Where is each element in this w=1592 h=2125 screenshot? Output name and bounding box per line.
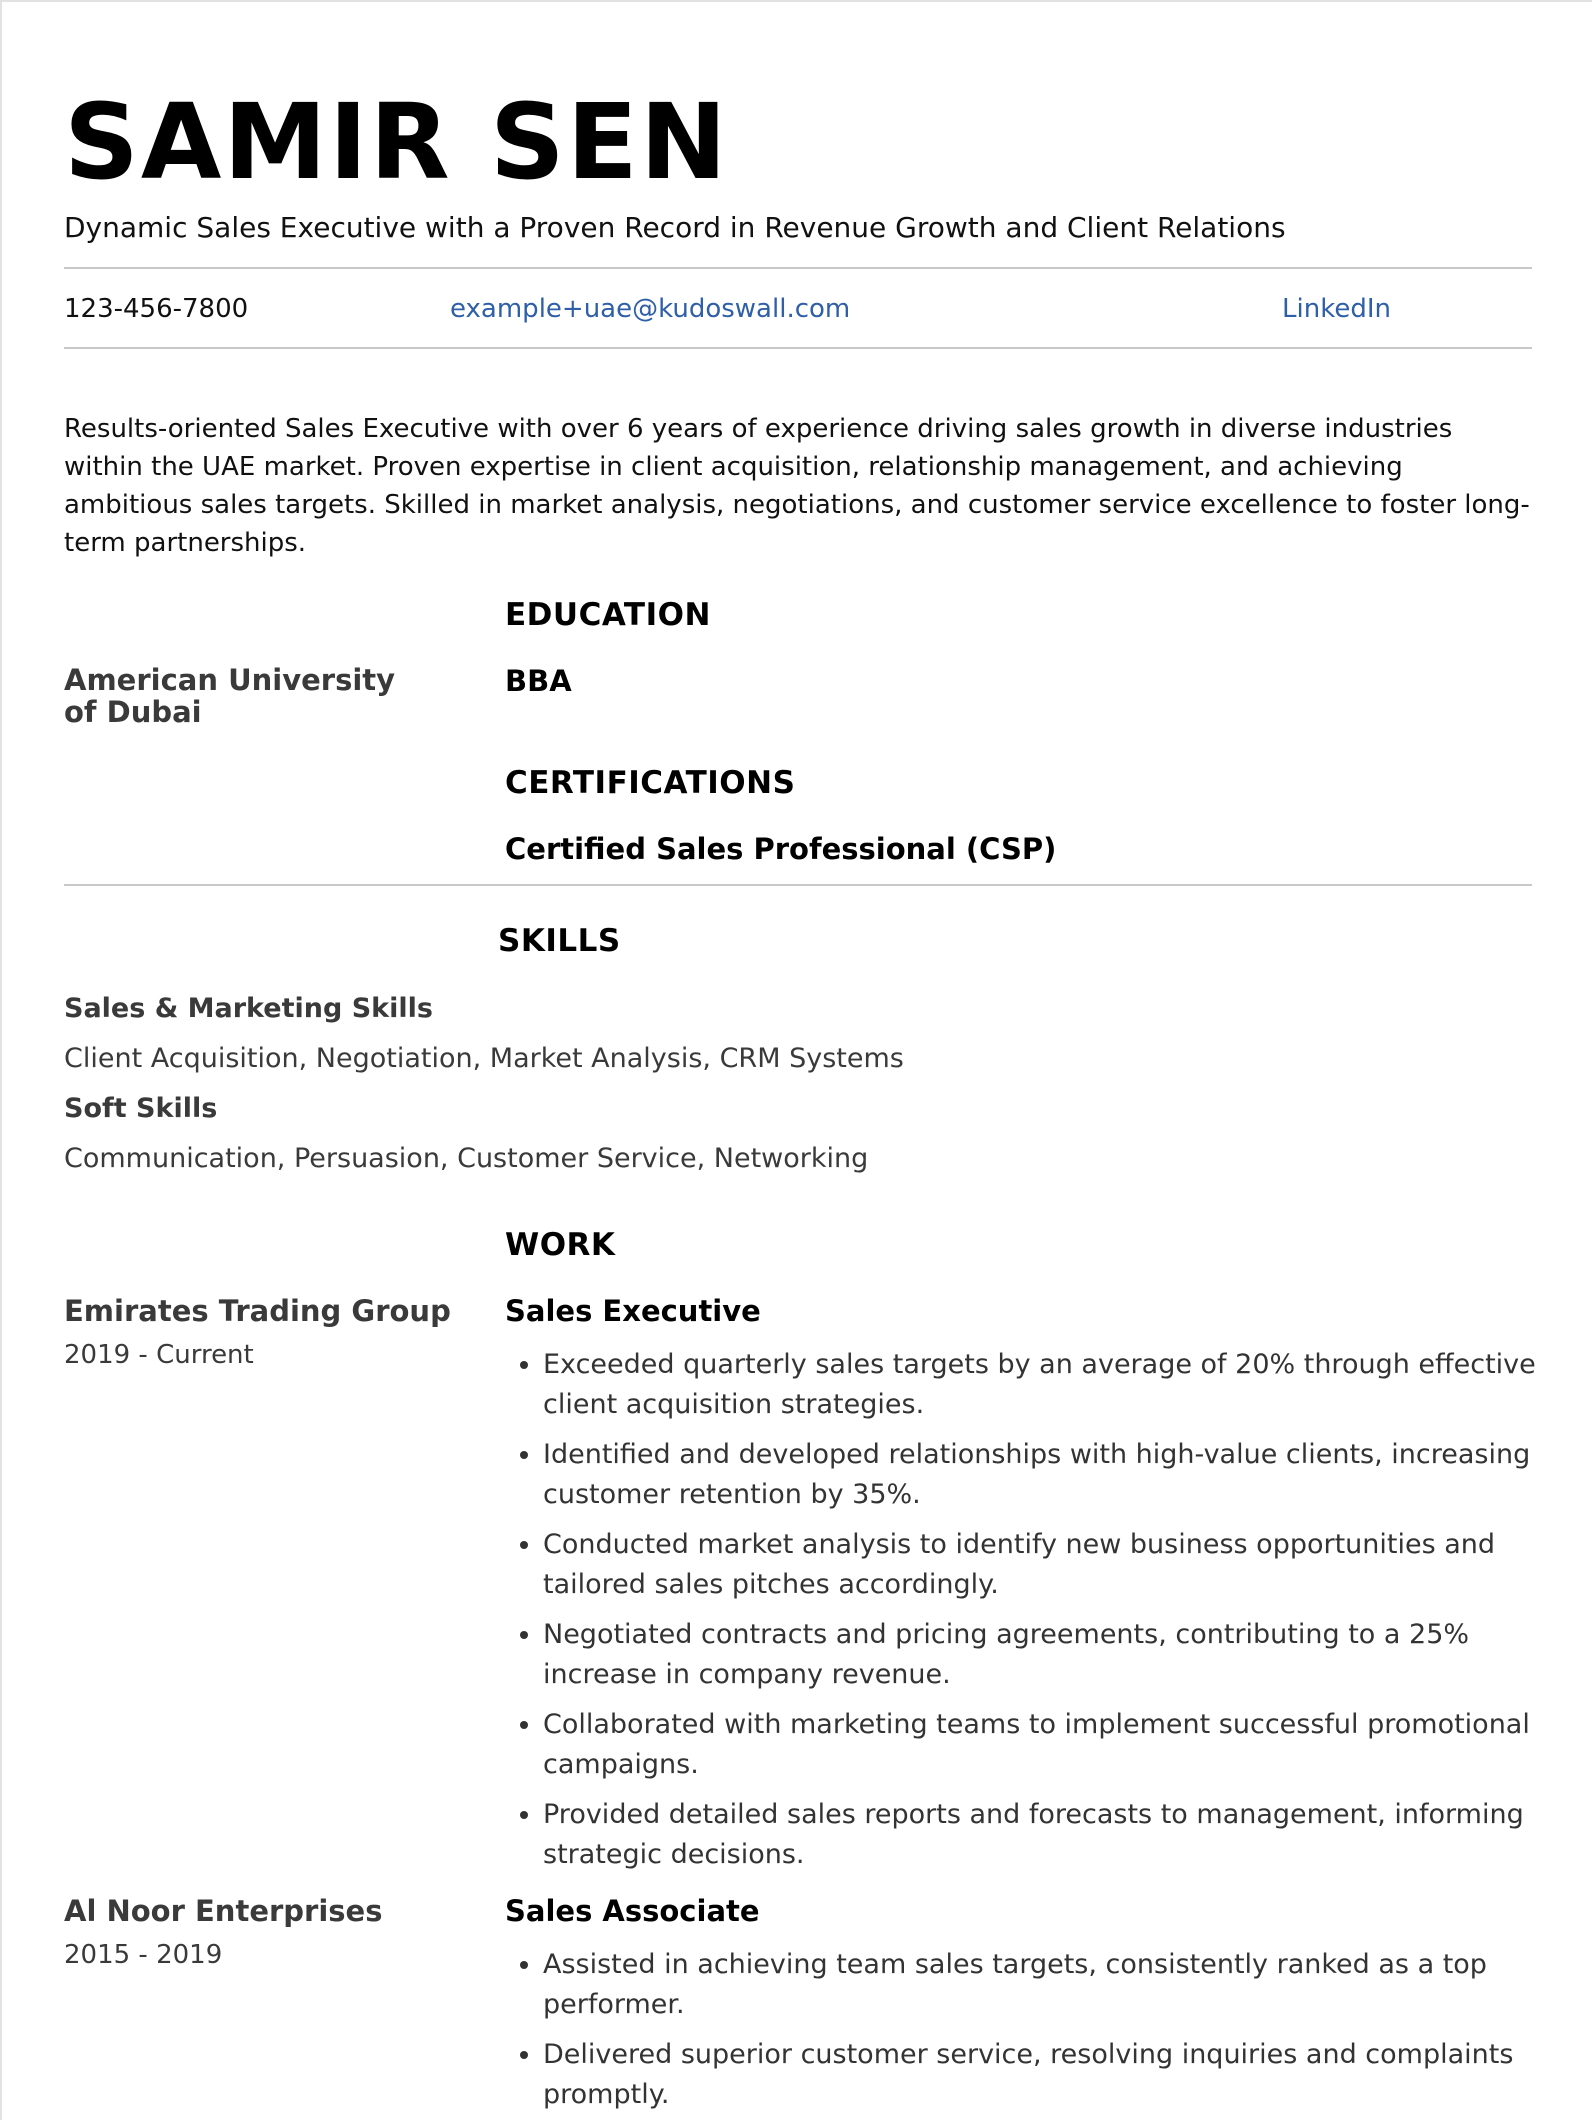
tagline: Dynamic Sales Executive with a Proven Record in Revenue Growth and Client Relations — [64, 211, 1286, 244]
job-bullet-list — [505, 1945, 1583, 2125]
job-title: Sales Executive — [505, 1294, 761, 1328]
job-bullet: • Assisted in achieving team sales targets, consistently ranked as a top performer. — [543, 1945, 1583, 2025]
job-bullet-list — [505, 1345, 1583, 1885]
professional-summary: Results-oriented Sales Executive with over 6 years of experience driving sales growth in diverse industries within the UAE market. Proven expertise in client acquisition, relationship management, and achieving ambitious sales targets. Skilled in market analysis, negotiations, and customer service excellence to foster long-term partnerships. — [64, 414, 1530, 558]
education-school: American University of Dubai — [64, 663, 396, 729]
job-bullet: • Conducted market analysis to identify new business opportunities and tailored sales pitches accordingly. — [543, 1525, 1583, 1605]
job-bullet: • Negotiated contracts and pricing agreements, contributing to a 25% increase in company revenue. — [543, 1615, 1583, 1695]
contact-top-divider — [64, 267, 1532, 269]
skill-group-items: Client Acquisition, Negotiation, Market Analysis, CRM Systems — [64, 1043, 904, 1074]
certification-item: Certified Sales Professional (CSP) — [505, 832, 1057, 866]
linkedin-link[interactable]: LinkedIn — [1282, 294, 1391, 324]
job-bullet: • Provided detailed sales reports and forecasts to management, informing strategic decisions. — [543, 1795, 1583, 1875]
job-bullet: • Delivered superior customer service, resolving inquiries and complaints promptly. — [543, 2035, 1583, 2115]
employer-name: Al Noor Enterprises — [64, 1894, 383, 1928]
employment-dates: 2019 - Current — [64, 1340, 254, 1370]
candidate-name: SAMIR SEN — [64, 81, 729, 203]
job-bullet: • Identified and developed relationships with high-value clients, increasing customer retention by 35%. — [543, 1435, 1583, 1515]
job-bullet: • Collaborated with marketing teams to implement successful promotional campaigns. — [543, 1705, 1583, 1785]
job-bullet: • Exceeded quarterly sales targets by an average of 20% through effective client acquisition strategies. — [543, 1345, 1583, 1425]
employer-name: Emirates Trading Group — [64, 1294, 451, 1328]
work-heading: WORK — [505, 1227, 616, 1263]
education-heading: EDUCATION — [505, 597, 711, 633]
job-title: Sales Associate — [505, 1894, 760, 1928]
education-degree: BBA — [505, 664, 572, 698]
email-link[interactable]: example+uae@kudoswall.com — [450, 294, 851, 324]
skills-divider — [64, 884, 1532, 886]
employment-dates: 2015 - 2019 — [64, 1940, 223, 1970]
contact-bottom-divider — [64, 347, 1532, 349]
skill-group-items: Communication, Persuasion, Customer Service, Networking — [64, 1143, 869, 1174]
skills-heading: SKILLS — [498, 923, 621, 959]
certifications-heading: CERTIFICATIONS — [505, 765, 796, 801]
phone-number: 123-456-7800 — [64, 294, 249, 324]
skill-group-title: Sales & Marketing Skills — [64, 993, 433, 1024]
skill-group-title: Soft Skills — [64, 1093, 218, 1124]
